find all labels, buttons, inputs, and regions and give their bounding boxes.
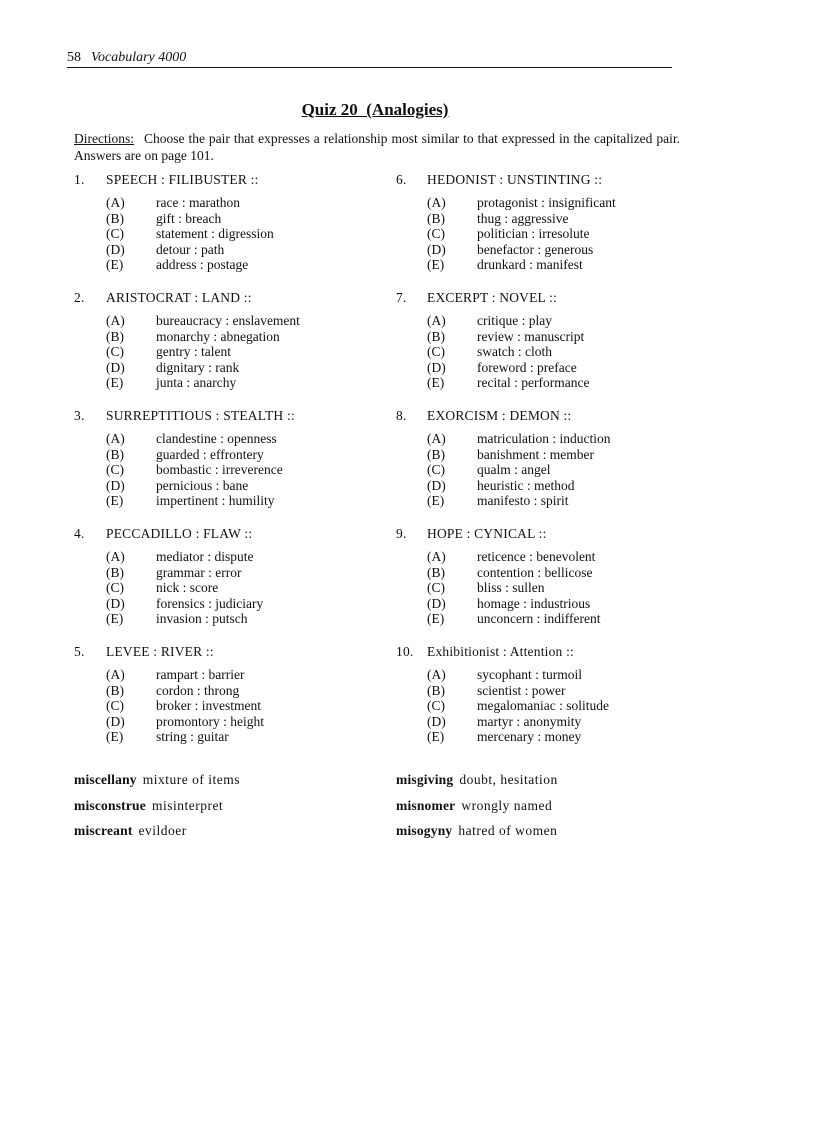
option-text: homage : industrious bbox=[477, 595, 591, 611]
option-text: bombastic : irreverence bbox=[156, 462, 283, 477]
answer-option bbox=[427, 344, 696, 360]
option-text: gift : breach bbox=[156, 210, 222, 226]
answer-option bbox=[106, 226, 374, 242]
answer-option bbox=[106, 242, 374, 258]
vocab-word: misogyny bbox=[396, 823, 453, 838]
directions-text: Choose the pair that expresses a relationship most similar to that expressed in the capitalized pair. Answers are on page 101. bbox=[74, 131, 681, 163]
answer-option bbox=[427, 714, 696, 730]
question-stem: HOPE : CYNICAL :: bbox=[427, 526, 547, 541]
running-header bbox=[67, 50, 672, 68]
vocab-meaning: misinterpret bbox=[151, 797, 224, 813]
option-letter: (E) bbox=[106, 729, 124, 744]
answer-option bbox=[106, 549, 374, 565]
answer-option bbox=[427, 596, 696, 612]
option-letter: (B) bbox=[427, 682, 445, 698]
answer-option bbox=[106, 329, 374, 345]
answer-option bbox=[106, 344, 374, 360]
answer-option bbox=[427, 549, 696, 565]
option-letter: (B) bbox=[427, 564, 445, 580]
option-text: banishment : member bbox=[477, 446, 594, 462]
answer-option bbox=[427, 729, 696, 745]
option-text: review : manuscript bbox=[477, 328, 585, 344]
option-letter: (E) bbox=[427, 375, 445, 390]
option-text: contention : bellicose bbox=[477, 564, 593, 580]
option-text: critique : play bbox=[477, 313, 552, 328]
answer-option bbox=[427, 493, 696, 509]
option-letter: (B) bbox=[106, 564, 124, 580]
question-number: 2. bbox=[74, 290, 85, 305]
answer-option bbox=[427, 375, 696, 391]
answer-option bbox=[106, 360, 374, 376]
option-text: sycophant : turmoil bbox=[477, 667, 582, 682]
option-letter: (D) bbox=[427, 359, 446, 375]
option-letter: (A) bbox=[427, 667, 446, 682]
answer-option bbox=[427, 313, 696, 329]
vocab-meaning: mixture of items bbox=[142, 772, 240, 787]
answer-option bbox=[427, 565, 696, 581]
option-text: bureaucracy : enslavement bbox=[156, 313, 300, 328]
option-text: swatch : cloth bbox=[477, 344, 552, 359]
option-text: protagonist : insignificant bbox=[477, 195, 616, 210]
answer-option bbox=[427, 211, 696, 227]
option-text: politician : irresolute bbox=[477, 226, 590, 241]
vocab-word: miscreant bbox=[74, 823, 133, 838]
answer-option bbox=[427, 242, 696, 258]
option-letter: (C) bbox=[106, 698, 124, 713]
definition-entry bbox=[396, 771, 716, 797]
directions bbox=[74, 130, 680, 164]
option-letter: (B) bbox=[106, 682, 124, 698]
option-letter: (E) bbox=[427, 257, 445, 272]
option-text: gentry : talent bbox=[156, 344, 231, 359]
option-text: mercenary : money bbox=[477, 729, 582, 744]
option-text: unconcern : indifferent bbox=[477, 611, 601, 626]
answer-option bbox=[427, 478, 696, 494]
option-letter: (E) bbox=[106, 257, 124, 272]
question-stem: SURREPTITIOUS : STEALTH :: bbox=[106, 408, 295, 423]
question-stem: HEDONIST : UNSTINTING :: bbox=[427, 172, 603, 187]
option-text: detour : path bbox=[156, 241, 225, 257]
question-number: 1. bbox=[74, 172, 85, 187]
answer-option bbox=[427, 698, 696, 714]
answer-option bbox=[106, 375, 374, 391]
option-letter: (E) bbox=[106, 375, 124, 390]
question bbox=[74, 643, 374, 761]
option-letter: (A) bbox=[106, 431, 125, 446]
answer-option bbox=[427, 462, 696, 478]
option-letter: (C) bbox=[106, 462, 124, 477]
answer-option bbox=[106, 431, 374, 447]
question bbox=[74, 289, 374, 407]
option-text: thug : aggressive bbox=[477, 210, 569, 226]
question-number: 8. bbox=[396, 408, 407, 423]
answer-option bbox=[106, 667, 374, 683]
question-number: 10. bbox=[396, 644, 414, 659]
page-title bbox=[0, 100, 750, 120]
answer-option bbox=[106, 565, 374, 581]
question bbox=[396, 289, 696, 407]
option-text: dignitary : rank bbox=[156, 359, 240, 375]
answer-option bbox=[427, 329, 696, 345]
option-text: foreword : preface bbox=[477, 359, 577, 375]
option-letter: (A) bbox=[106, 667, 125, 682]
question bbox=[396, 643, 696, 761]
answer-option bbox=[106, 596, 374, 612]
option-letter: (C) bbox=[106, 226, 124, 241]
question bbox=[74, 171, 374, 289]
question bbox=[396, 525, 696, 643]
book-title: Vocabulary 4000 bbox=[91, 50, 187, 65]
answer-option bbox=[427, 431, 696, 447]
option-letter: (C) bbox=[427, 580, 445, 595]
option-text: junta : anarchy bbox=[156, 375, 237, 390]
option-text: pernicious : bane bbox=[156, 477, 249, 493]
right-definitions bbox=[396, 771, 716, 848]
option-letter: (B) bbox=[427, 210, 445, 226]
option-text: grammar : error bbox=[156, 564, 242, 580]
question-number: 9. bbox=[396, 526, 407, 541]
option-letter: (A) bbox=[427, 431, 446, 446]
option-letter: (D) bbox=[106, 477, 125, 493]
option-letter: (E) bbox=[106, 493, 124, 508]
answer-option bbox=[106, 714, 374, 730]
option-letter: (B) bbox=[427, 446, 445, 462]
question-number: 6. bbox=[396, 172, 407, 187]
option-text: race : marathon bbox=[156, 195, 240, 210]
option-text: monarchy : abnegation bbox=[156, 328, 280, 344]
answer-option bbox=[106, 729, 374, 745]
question-stem: PECCADILLO : FLAW :: bbox=[106, 526, 253, 541]
option-text: recital : performance bbox=[477, 375, 590, 390]
answer-option bbox=[106, 683, 374, 699]
answer-option bbox=[427, 667, 696, 683]
question bbox=[74, 407, 374, 525]
definition-entry bbox=[396, 822, 716, 848]
answer-option bbox=[427, 257, 696, 273]
vocab-meaning: wrongly named bbox=[461, 797, 553, 813]
vocab-word: misgiving bbox=[396, 772, 454, 787]
option-text: statement : digression bbox=[156, 226, 274, 241]
question-number: 3. bbox=[74, 408, 85, 423]
answer-option bbox=[106, 211, 374, 227]
option-text: heuristic : method bbox=[477, 477, 575, 493]
answer-option bbox=[106, 313, 374, 329]
option-letter: (E) bbox=[427, 729, 445, 744]
answer-option bbox=[106, 611, 374, 627]
left-question-column bbox=[74, 171, 374, 761]
option-text: megalomaniac : solitude bbox=[477, 698, 609, 713]
option-text: address : postage bbox=[156, 257, 249, 272]
answer-option bbox=[106, 478, 374, 494]
answer-option bbox=[427, 195, 696, 211]
answer-option bbox=[106, 462, 374, 478]
option-text: promontory : height bbox=[156, 713, 264, 729]
page-number: 58 bbox=[67, 50, 81, 65]
option-letter: (D) bbox=[427, 477, 446, 493]
option-text: reticence : benevolent bbox=[477, 549, 596, 564]
vocab-word: miscellany bbox=[74, 772, 137, 787]
vocab-word: misnomer bbox=[396, 797, 456, 813]
option-letter: (B) bbox=[106, 446, 124, 462]
option-letter: (C) bbox=[427, 344, 445, 359]
answer-option bbox=[106, 493, 374, 509]
option-text: bliss : sullen bbox=[477, 580, 545, 595]
option-text: benefactor : generous bbox=[477, 241, 594, 257]
option-letter: (C) bbox=[427, 226, 445, 241]
answer-option bbox=[427, 226, 696, 242]
answer-option bbox=[106, 257, 374, 273]
option-letter: (A) bbox=[106, 313, 125, 328]
answer-option bbox=[427, 611, 696, 627]
option-letter: (A) bbox=[106, 195, 125, 210]
option-text: martyr : anonymity bbox=[477, 713, 582, 729]
answer-option bbox=[427, 360, 696, 376]
option-letter: (C) bbox=[106, 344, 124, 359]
question-number: 4. bbox=[74, 526, 85, 541]
question-stem: LEVEE : RIVER :: bbox=[106, 644, 214, 659]
right-question-column bbox=[396, 171, 696, 761]
option-letter: (B) bbox=[106, 210, 124, 226]
option-text: mediator : dispute bbox=[156, 549, 254, 564]
option-text: guarded : effrontery bbox=[156, 446, 264, 462]
option-text: manifesto : spirit bbox=[477, 493, 569, 508]
option-text: qualm : angel bbox=[477, 462, 551, 477]
option-letter: (B) bbox=[106, 328, 124, 344]
vocab-meaning: doubt, hesitation bbox=[459, 772, 558, 787]
option-text: invasion : putsch bbox=[156, 611, 248, 626]
option-letter: (A) bbox=[427, 549, 446, 564]
directions-label: Directions: bbox=[74, 131, 134, 146]
option-letter: (A) bbox=[427, 313, 446, 328]
option-letter: (A) bbox=[106, 549, 125, 564]
answer-option bbox=[427, 580, 696, 596]
option-letter: (D) bbox=[106, 713, 125, 729]
option-text: drunkard : manifest bbox=[477, 257, 583, 272]
option-text: impertinent : humility bbox=[156, 493, 275, 508]
option-text: forensics : judiciary bbox=[156, 595, 264, 611]
vocab-meaning: evildoer bbox=[138, 823, 187, 838]
option-letter: (D) bbox=[427, 595, 446, 611]
option-letter: (D) bbox=[427, 713, 446, 729]
question-stem: ARISTOCRAT : LAND :: bbox=[106, 290, 252, 305]
option-letter: (B) bbox=[427, 328, 445, 344]
option-text: clandestine : openness bbox=[156, 431, 277, 446]
question-number: 7. bbox=[396, 290, 407, 305]
definition-entry bbox=[74, 822, 394, 848]
question bbox=[396, 171, 696, 289]
answer-option bbox=[427, 447, 696, 463]
question-stem: SPEECH : FILIBUSTER :: bbox=[106, 172, 259, 187]
option-text: scientist : power bbox=[477, 682, 566, 698]
question-stem: EXORCISM : DEMON :: bbox=[427, 408, 572, 423]
answer-option bbox=[106, 447, 374, 463]
question bbox=[396, 407, 696, 525]
option-letter: (D) bbox=[106, 241, 125, 257]
option-text: matriculation : induction bbox=[477, 431, 611, 446]
answer-option bbox=[106, 698, 374, 714]
answer-option bbox=[106, 580, 374, 596]
option-text: cordon : throng bbox=[156, 682, 240, 698]
answer-option bbox=[427, 683, 696, 699]
vocab-word: misconstrue bbox=[74, 797, 146, 813]
question-number: 5. bbox=[74, 644, 85, 659]
question bbox=[74, 525, 374, 643]
option-text: string : guitar bbox=[156, 729, 229, 744]
quiz-title: Quiz 20 (Analogies) bbox=[301, 100, 449, 119]
question-stem: EXCERPT : NOVEL :: bbox=[427, 290, 557, 305]
left-definitions bbox=[74, 771, 394, 848]
option-letter: (D) bbox=[106, 595, 125, 611]
option-letter: (E) bbox=[427, 611, 445, 626]
definition-entry bbox=[74, 771, 394, 797]
question-stem: Exhibitionist : Attention :: bbox=[427, 644, 574, 659]
vocab-meaning: hatred of women bbox=[458, 823, 558, 838]
option-letter: (C) bbox=[106, 580, 124, 595]
definition-entry bbox=[74, 797, 394, 823]
option-letter: (C) bbox=[427, 698, 445, 713]
option-letter: (E) bbox=[427, 493, 445, 508]
option-letter: (D) bbox=[106, 359, 125, 375]
definition-entry bbox=[396, 797, 716, 823]
option-letter: (C) bbox=[427, 462, 445, 477]
answer-option bbox=[106, 195, 374, 211]
option-letter: (A) bbox=[427, 195, 446, 210]
option-text: nick : score bbox=[156, 580, 219, 595]
option-letter: (D) bbox=[427, 241, 446, 257]
option-text: broker : investment bbox=[156, 698, 261, 713]
option-letter: (E) bbox=[106, 611, 124, 626]
option-text: rampart : barrier bbox=[156, 667, 245, 682]
